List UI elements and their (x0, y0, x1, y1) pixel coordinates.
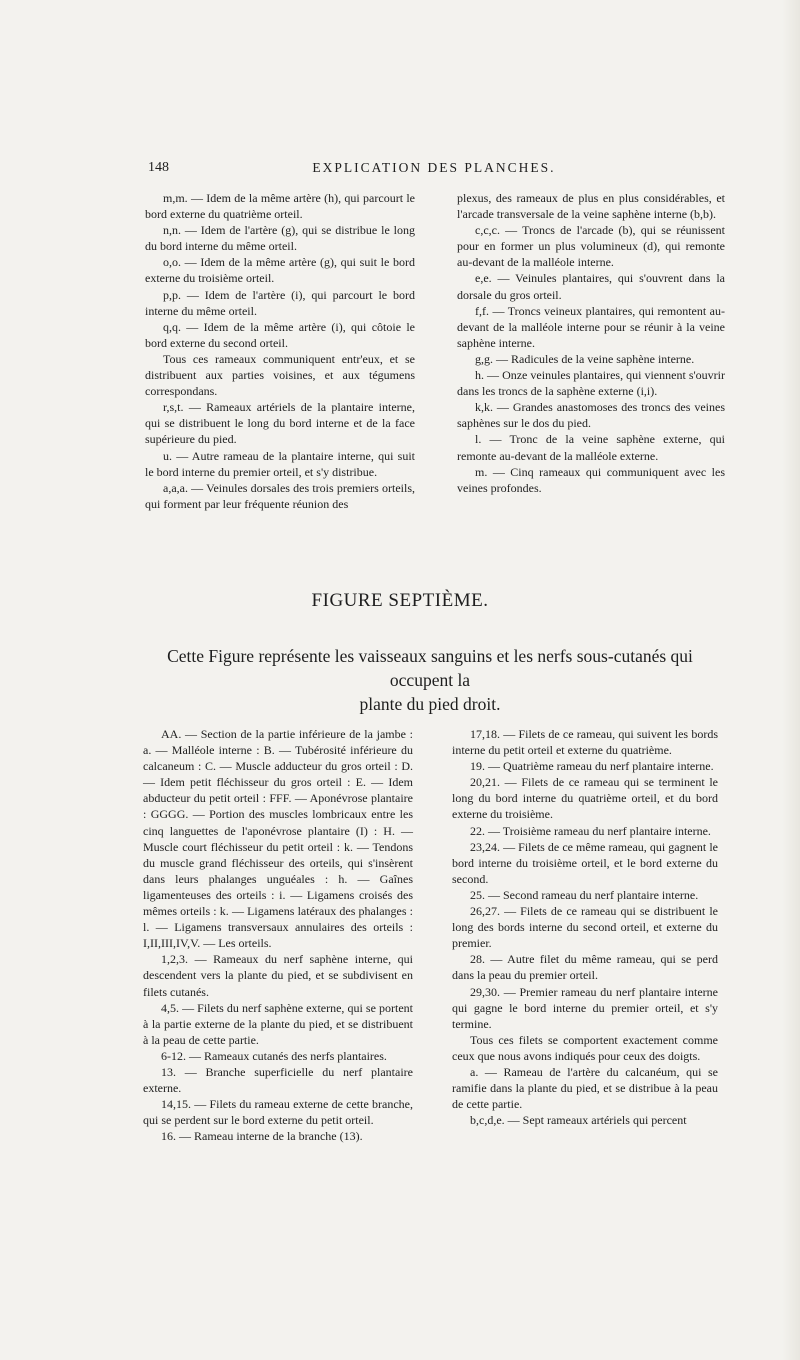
paragraph: plexus, des rameaux de plus en plus considérables, et l'arcade transversale de la veine saphène interne (b,b). (457, 191, 725, 222)
paragraph: 22. — Troisième rameau du nerf plantaire interne. (470, 823, 711, 838)
figure-description-line: Cette Figure représente les vaisseaux sanguins et les nerfs sous-cutanés qui occupent la (167, 646, 693, 690)
paragraph: 26,27. — Filets de ce rameau qui se distribuent le long des bords interne du second orteil, et externe du premier. (452, 904, 718, 951)
figure-description-line: plante du pied droit. (359, 694, 501, 714)
paragraph: 25. — Second rameau du nerf plantaire interne. (470, 887, 699, 902)
paragraph: 28. — Autre filet du même rameau, qui se perd dans la peau du premier orteil. (452, 952, 718, 983)
paragraph: 6-12. — Rameaux cutanés des nerfs plantaires. (161, 1048, 387, 1063)
paragraph: 13. — Branche superficielle du nerf plantaire externe. (143, 1064, 413, 1096)
page-number: 148 (148, 160, 169, 175)
paragraph: AA. — Section de la partie inférieure de la jambe : a. — Malléole interne : B. — Tubérosité inférieure du calcaneum : C. — Muscle adducteur du gros orteil : D. — Idem petit fléchisseur du gros orteil : E. — Idem abducteur du petit orteil : FFF. — Aponévrose plantaire : GGGG. — Portion des muscles lombricaux entre les cinq languettes de l'aponévrose plantaire (I) : H. — Muscle court fléchisseur du petit orteil : k. — Tendons du muscle grand fléchisseur des orteils, qui s'insèrent dans leurs phalanges unguéales : h. — Gaînes ligamenteuses des orteils : i. — Ligamens croisés des mêmes orteils : k. — Ligamens latéraux des phalanges : l. — Ligamens transversaux annulaires des orteils : I,II,III,IV,V. — Les orteils. (143, 727, 413, 951)
paragraph: k,k. — Grandes anastomoses des troncs des veines saphènes sur le dos du pied. (457, 400, 725, 431)
paragraph: a,a,a. — Veinules dorsales des trois premiers orteils, qui forment par leur fréquente réunion des (145, 480, 415, 511)
paragraph: g,g. — Radicules de la veine saphène interne. (475, 351, 695, 366)
top-right-column (457, 190, 725, 496)
running-head: EXPLICATION DES PLANCHES. (312, 160, 556, 175)
page-edge-shadow (782, 0, 800, 1360)
paragraph: f,f. — Troncs veineux plantaires, qui remontent au-devant de la malléole interne pour se réunir à la veine saphène interne. (457, 303, 725, 350)
paragraph: 14,15. — Filets du rameau externe de cette branche, qui se perdent sur le bord externe du petit orteil. (143, 1097, 413, 1128)
top-left-column (145, 190, 415, 512)
bottom-left-column (143, 726, 413, 1144)
paragraph: r,s,t. — Rameaux artériels de la plantaire interne, qui se distribuent le long du bord interne et de la face supérieure du pied. (145, 400, 415, 447)
paragraph: m. — Cinq rameaux qui communiquent avec les veines profondes. (457, 464, 725, 495)
paragraph: l. — Tronc de la veine saphène externe, qui remonte au-devant de la malléole externe. (457, 432, 725, 463)
paragraph: q,q. — Idem de la même artère (i), qui côtoie le bord externe du second orteil. (145, 319, 415, 350)
paragraph: 20,21. — Filets de ce rameau qui se terminent le long du bord interne du quatrième orteil, et du bord externe du troisième. (452, 775, 718, 822)
paragraph: a. — Rameau de l'artère du calcanéum, qui se ramifie dans la plante du pied, et se distribue à la peau de cette partie. (452, 1064, 718, 1112)
paragraph: m,m. — Idem de la même artère (h), qui parcourt le bord externe du quatrième orteil. (145, 191, 415, 222)
paragraph: n,n. — Idem de l'artère (g), qui se distribue le long du bord interne du même orteil. (145, 223, 415, 254)
paragraph: 17,18. — Filets de ce rameau, qui suivent les bords interne du petit orteil et externe du quatrième. (452, 727, 718, 758)
figure-title: FIGURE SEPTIÈME. (311, 590, 489, 611)
paragraph: 1,2,3. — Rameaux du nerf saphène interne, qui descendent vers la plante du pied, et se subdivisent en filets cutanés. (143, 952, 413, 999)
bottom-right-column (452, 726, 718, 1128)
paragraph: e,e. — Veinules plantaires, qui s'ouvrent dans la dorsale du gros orteil. (457, 271, 725, 302)
figure-description (135, 644, 725, 716)
paragraph: 29,30. — Premier rameau du nerf plantaire interne qui gagne le bord interne du premier orteil, et s'y termine. (452, 984, 718, 1031)
paragraph: 16. — Rameau interne de la branche (13). (161, 1129, 363, 1144)
paragraph: 19. — Quatrième rameau du nerf plantaire interne. (470, 759, 714, 774)
paragraph: b,c,d,e. — Sept rameaux artériels qui percent (470, 1113, 687, 1128)
paragraph: h. — Onze veinules plantaires, qui viennent s'ouvrir dans les troncs de la saphène externe (i,i). (457, 368, 725, 399)
paragraph: Tous ces rameaux communiquent entr'eux, et se distribuent aux parties voisines, et aux tégumens correspondans. (145, 351, 415, 399)
paragraph: Tous ces filets se comportent exactement comme ceux que nous avons indiqués pour ceux des doigts. (452, 1032, 718, 1063)
page-header (148, 160, 720, 182)
paragraph: 4,5. — Filets du nerf saphène externe, qui se portent à la partie externe de la plante du pied, et se distribuent à la peau de cette partie. (143, 1000, 413, 1047)
paragraph: p,p. — Idem de l'artère (i), qui parcourt le bord interne du même orteil. (145, 287, 415, 318)
paragraph: u. — Autre rameau de la plantaire interne, qui suit le bord interne du premier orteil, et s'y distribue. (145, 448, 415, 479)
paragraph: 23,24. — Filets de ce même rameau, qui gagnent le bord interne du troisième orteil, et le bord externe du second. (452, 839, 718, 886)
paragraph: c,c,c. — Troncs de l'arcade (b), qui se réunissent pour en former un plus volumineux (d), qui remonte au-devant de la malléole interne. (457, 223, 725, 270)
paragraph: o,o. — Idem de la même artère (g), qui suit le bord externe du troisième orteil. (145, 255, 415, 286)
